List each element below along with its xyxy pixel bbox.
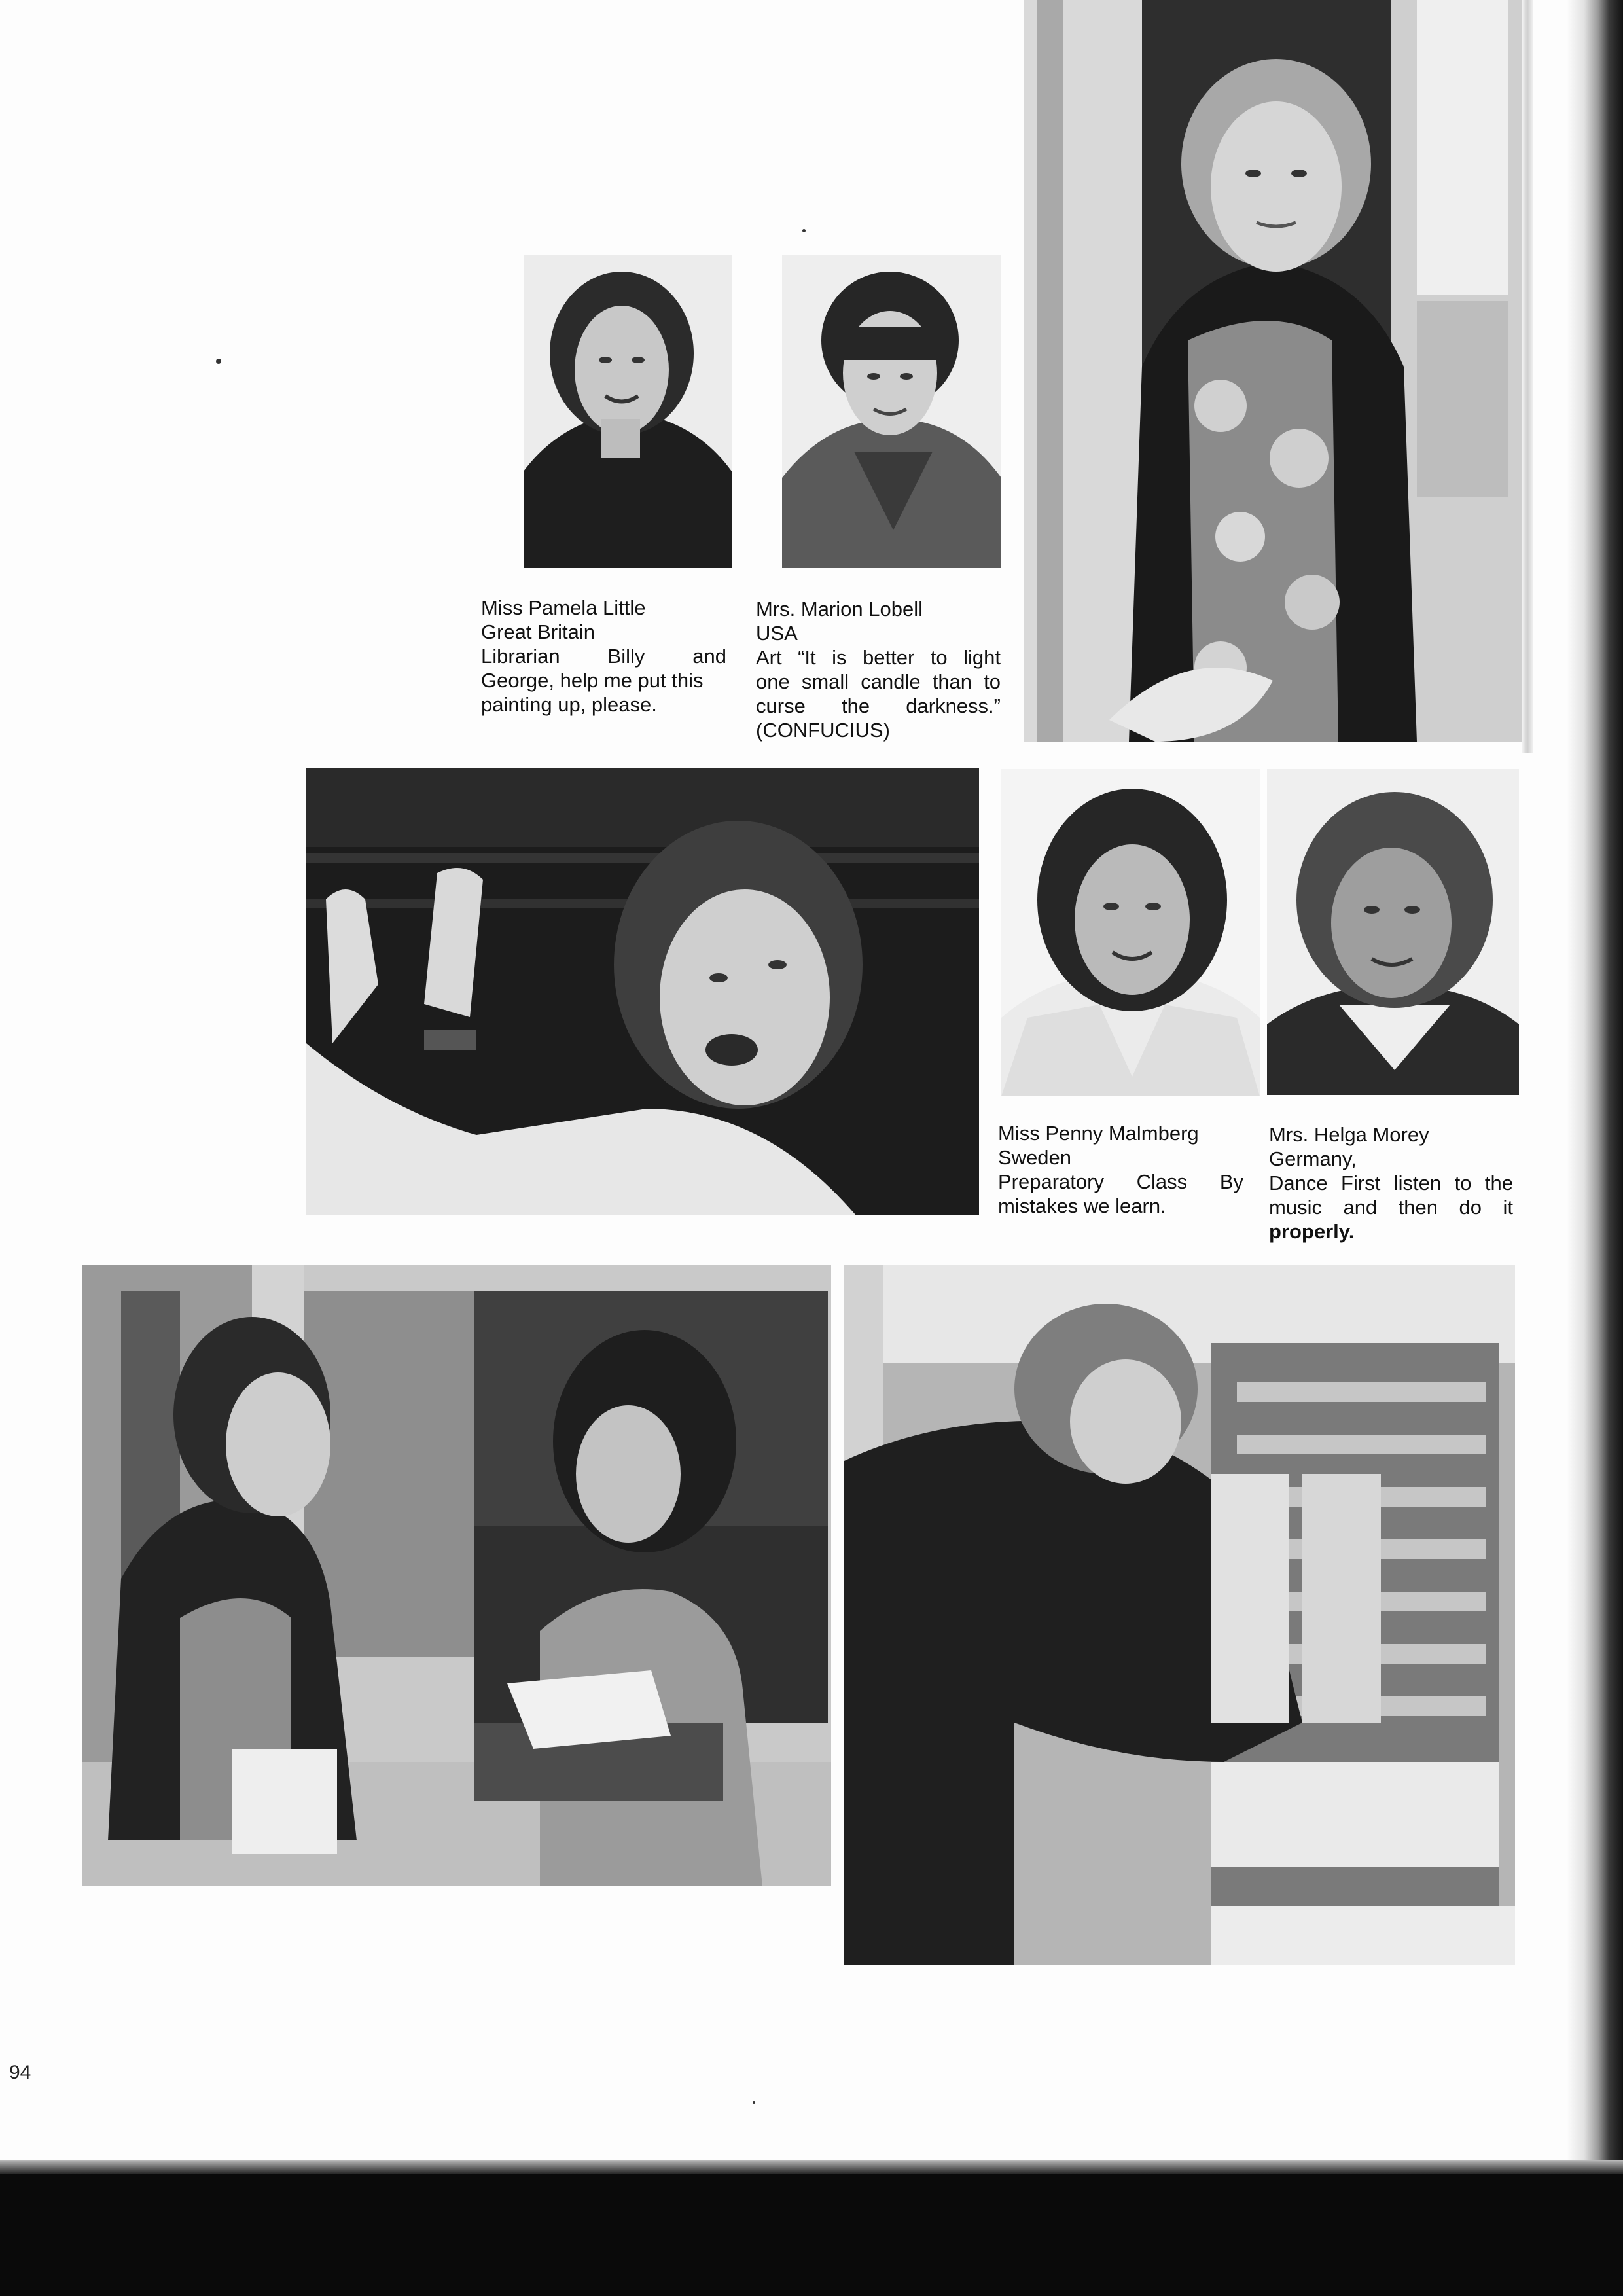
portrait-photo-helga-morey — [1267, 769, 1519, 1095]
caption-text-line: George, help me put this — [481, 669, 704, 692]
photo-teacher-with-child-classroom — [82, 1265, 831, 1886]
caption-pamela-little — [481, 596, 726, 717]
dust-speck — [216, 359, 221, 364]
portrait-photo-pamela-little — [524, 255, 732, 568]
caption-text-line: Dance First listen to the — [1269, 1172, 1513, 1194]
dust-speck — [802, 229, 806, 232]
caption-name: Miss Penny Malmberg — [998, 1122, 1199, 1145]
caption-text-line: painting up, please. — [481, 693, 657, 716]
scanner-bed-background — [0, 2160, 1623, 2296]
caption-text-line: properly. — [1269, 1220, 1355, 1243]
photo-teacher-standing-floral-dress — [1024, 0, 1522, 742]
caption-text-line: one small candle than to — [756, 670, 1001, 693]
page-edge-strip — [1522, 0, 1533, 753]
caption-country: Great Britain — [481, 620, 596, 643]
photo-teacher-pointing-thumbs — [306, 768, 979, 1215]
portrait-photo-penny-malmberg — [1001, 769, 1260, 1096]
caption-name: Miss Pamela Little — [481, 596, 646, 619]
caption-text-line: Librarian Billy and — [481, 645, 726, 668]
page-number: 94 — [9, 2062, 31, 2083]
caption-country: Germany, — [1269, 1147, 1357, 1170]
caption-country: USA — [756, 622, 798, 645]
page-binding-edge — [1567, 0, 1623, 2160]
dust-speck — [753, 2101, 755, 2104]
caption-name: Mrs. Helga Morey — [1269, 1123, 1429, 1146]
caption-text-line: Preparatory Class By — [998, 1170, 1243, 1193]
caption-text-line: mistakes we learn. — [998, 1194, 1166, 1217]
photo-boy-loading-kiln — [844, 1265, 1515, 1965]
caption-text-line: curse the darkness.” — [756, 694, 1001, 717]
caption-helga-morey — [1269, 1122, 1513, 1244]
caption-marion-lobell — [756, 597, 1001, 742]
caption-penny-malmberg — [998, 1121, 1243, 1218]
caption-name: Mrs. Marion Lobell — [756, 598, 923, 620]
caption-text-line: music and then do it — [1269, 1196, 1513, 1219]
portrait-photo-marion-lobell — [782, 255, 1001, 568]
caption-country: Sweden — [998, 1146, 1072, 1169]
caption-text-line: Art “It is better to light — [756, 646, 1001, 669]
caption-text-line: (CONFUCIUS) — [756, 719, 890, 742]
